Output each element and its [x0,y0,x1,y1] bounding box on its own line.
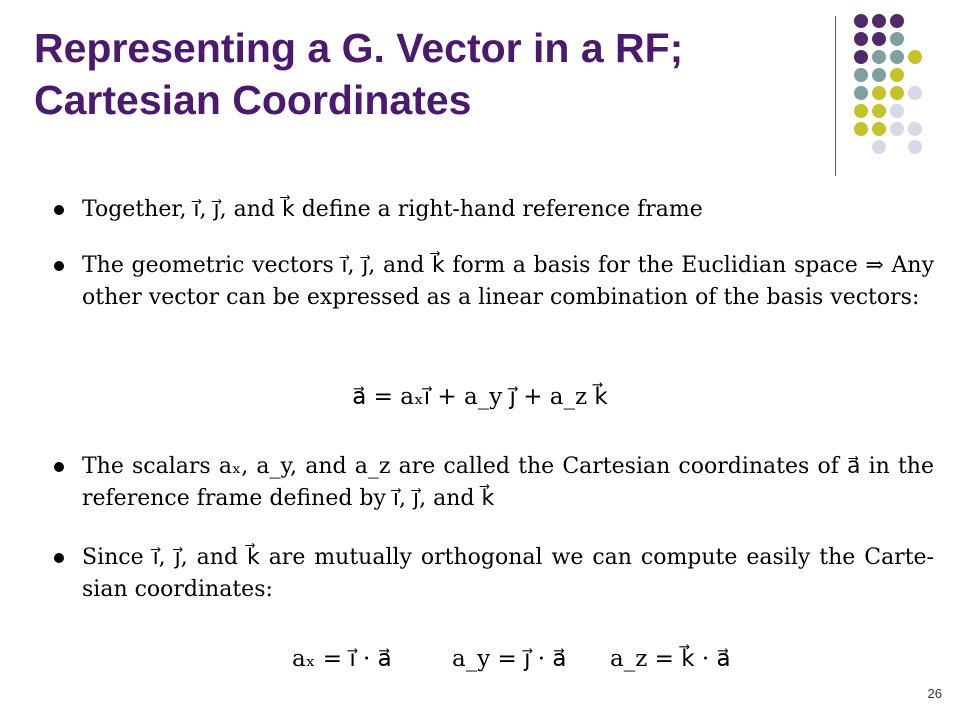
decor-dot [872,140,886,154]
decor-dot [908,86,922,100]
decorative-dot-grid [850,14,930,154]
bullet-marker [54,205,64,215]
slide-title-line1: Representing a G. Vector in a RF; [34,25,684,71]
bullet-marker [54,261,64,271]
decor-dot [908,50,922,64]
decor-dot [854,32,868,46]
decor-dot [872,104,886,118]
decor-dot [890,32,904,46]
decor-dot [872,50,886,64]
decor-dot [854,86,868,100]
bullet-marker [54,462,64,472]
page-number: 26 [927,686,942,701]
decor-dot [890,68,904,82]
slide-title-line2: Cartesian Coordinates [34,77,472,123]
slide-title [34,22,824,126]
decor-dot [872,68,886,82]
decor-dot [854,122,868,136]
decor-dot [890,14,904,28]
bullet-text-cartesian-coordinates: The scalars aₓ, a_y, and a_z are called the Cartesian coordinates of a⃗ in the reference frame defined by i⃗, j⃗, and k⃗ [82,454,934,511]
decor-dot [890,86,904,100]
bullet-marker [54,553,64,563]
decor-dot [890,50,904,64]
decor-dot [872,122,886,136]
decor-dot [854,104,868,118]
decor-dot [854,14,868,28]
bullet-text-orthogonal: Since i⃗, j⃗, and k⃗ are mutually orthogonal we can compute easily the Carte-sian coordinates: [82,545,934,602]
decor-dot [872,32,886,46]
decor-dot [872,14,886,28]
equation-ax: aₓ = i⃗ · a⃗ [292,646,392,672]
decor-dot [908,140,922,154]
decor-dot [890,104,904,118]
decor-dot [908,122,922,136]
decor-dot [854,50,868,64]
equation-az: a_z = k⃗ · a⃗ [610,646,731,672]
decor-dot [872,86,886,100]
decor-dot [854,68,868,82]
title-divider-line [835,16,836,176]
equation-ay: a_y = j⃗ · a⃗ [452,646,567,672]
bullet-text-basis: The geometric vectors i⃗, j⃗, and k⃗ form a basis for the Euclidian space ⇒ Any other vector can be expressed as a linear combination of the basis vectors: [82,253,934,310]
bullet-text-reference-frame: Together, i⃗, j⃗, and k⃗ define a right-hand reference frame [82,197,703,222]
decor-dot [890,122,904,136]
equation-linear-combination: a⃗ = aₓi⃗ + a_y j⃗ + a_z k⃗ [352,384,608,410]
